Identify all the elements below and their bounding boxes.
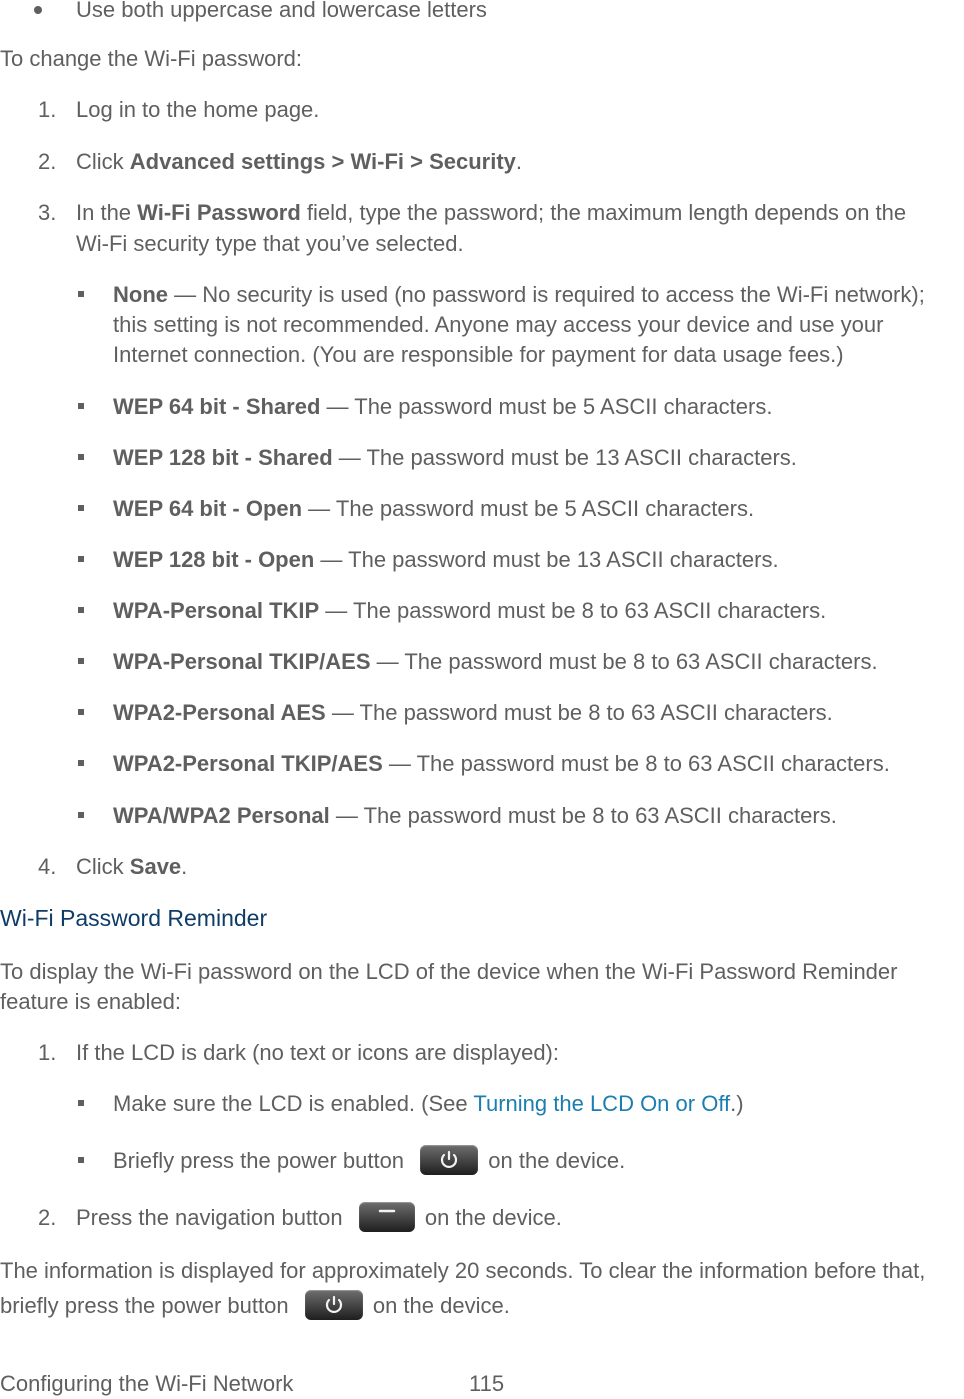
bullet-square-icon [78,1100,84,1106]
step-text: If the LCD is dark (no text or icons are displayed): [76,1040,559,1065]
step-text: Log in to the home page. [76,97,320,122]
bullet-square-icon [78,454,84,460]
security-type-item: None — No security is used (no password is required to access the Wi-Fi network); [113,282,925,307]
reminder-outro-continued: briefly press the power button on the device. [0,1291,510,1322]
bullet-square-icon [78,658,84,664]
bullet-square-icon [78,291,84,297]
bullet-square-icon [78,1157,84,1163]
change-intro: To change the Wi-Fi password: [0,46,303,71]
bullet-square-icon [78,812,84,818]
footer-section-title: Configuring the Wi-Fi Network [0,1371,294,1396]
security-type-item: WEP 128 bit - Open — The password must be 13 ASCII characters. [113,547,779,572]
bullet-dot-icon [34,6,42,14]
bullet-square-icon [78,403,84,409]
bullet-square-icon [78,709,84,715]
security-type-item: WPA/WPA2 Personal — The password must be 8 to 63 ASCII characters. [113,803,837,828]
security-type-item: WPA-Personal TKIP — The password must be 8 to 63 ASCII characters. [113,598,827,623]
step-number: 1. [38,1040,57,1065]
power-button-icon [420,1145,478,1175]
sub-bullet: Briefly press the power button on the device. [113,1146,625,1177]
step-number: 2. [38,1205,57,1230]
security-type-item: WEP 64 bit - Shared — The password must be 5 ASCII characters. [113,394,773,419]
field-name: Wi-Fi Password [137,200,301,225]
menu-path: Advanced settings > Wi-Fi > Security [129,149,516,174]
step-number: 3. [38,200,57,225]
power-button-icon [305,1290,363,1320]
step-text: Click Save. [76,854,188,879]
step-number: 1. [38,97,57,122]
step-text: Click Advanced settings > Wi-Fi > Security. [76,149,523,174]
security-type-item: WEP 128 bit - Shared — The password must be 13 ASCII characters. [113,445,797,470]
step-number: 2. [38,149,57,174]
sub-bullet: Make sure the LCD is enabled. (See Turning the LCD On or Off.) [113,1091,744,1116]
reminder-outro: The information is displayed for approximately 20 seconds. To clear the information before that, [0,1258,926,1283]
step-text: In the Wi-Fi Password field, type the password; the maximum length depends on the [76,200,907,225]
step-text: Press the navigation button on the device. [76,1203,562,1234]
bullet-square-icon [78,607,84,613]
lcd-link[interactable]: Turning the LCD On or Off [473,1091,731,1116]
step-text-continued: Wi-Fi security type that you’ve selected. [76,231,464,256]
navigation-button-icon [359,1202,415,1232]
save-label: Save [129,854,182,879]
reminder-intro-continued: feature is enabled: [0,989,182,1014]
security-type-item: WPA-Personal TKIP/AES — The password must be 8 to 63 ASCII characters. [113,649,878,674]
bullet-square-icon [78,760,84,766]
security-type-item: WPA2-Personal TKIP/AES — The password must be 8 to 63 ASCII characters. [113,751,890,776]
bullet-square-icon [78,556,84,562]
top-bullet-text: Use both uppercase and lowercase letters [76,0,487,22]
security-type-item-continued: this setting is not recommended. Anyone may access your device and use your [113,312,884,337]
security-type-item: WEP 64 bit - Open — The password must be 5 ASCII characters. [113,496,755,521]
step-number: 4. [38,854,57,879]
security-type-item-continued: Internet connection. (You are responsible for payment for data usage fees.) [113,342,844,367]
security-type-item: WPA2-Personal AES — The password must be 8 to 63 ASCII characters. [113,700,833,725]
page-number: 115 [469,1371,505,1396]
section-heading: Wi-Fi Password Reminder [0,905,268,931]
reminder-intro: To display the Wi-Fi password on the LCD of the device when the Wi-Fi Password Reminder [0,959,898,984]
bullet-square-icon [78,505,84,511]
